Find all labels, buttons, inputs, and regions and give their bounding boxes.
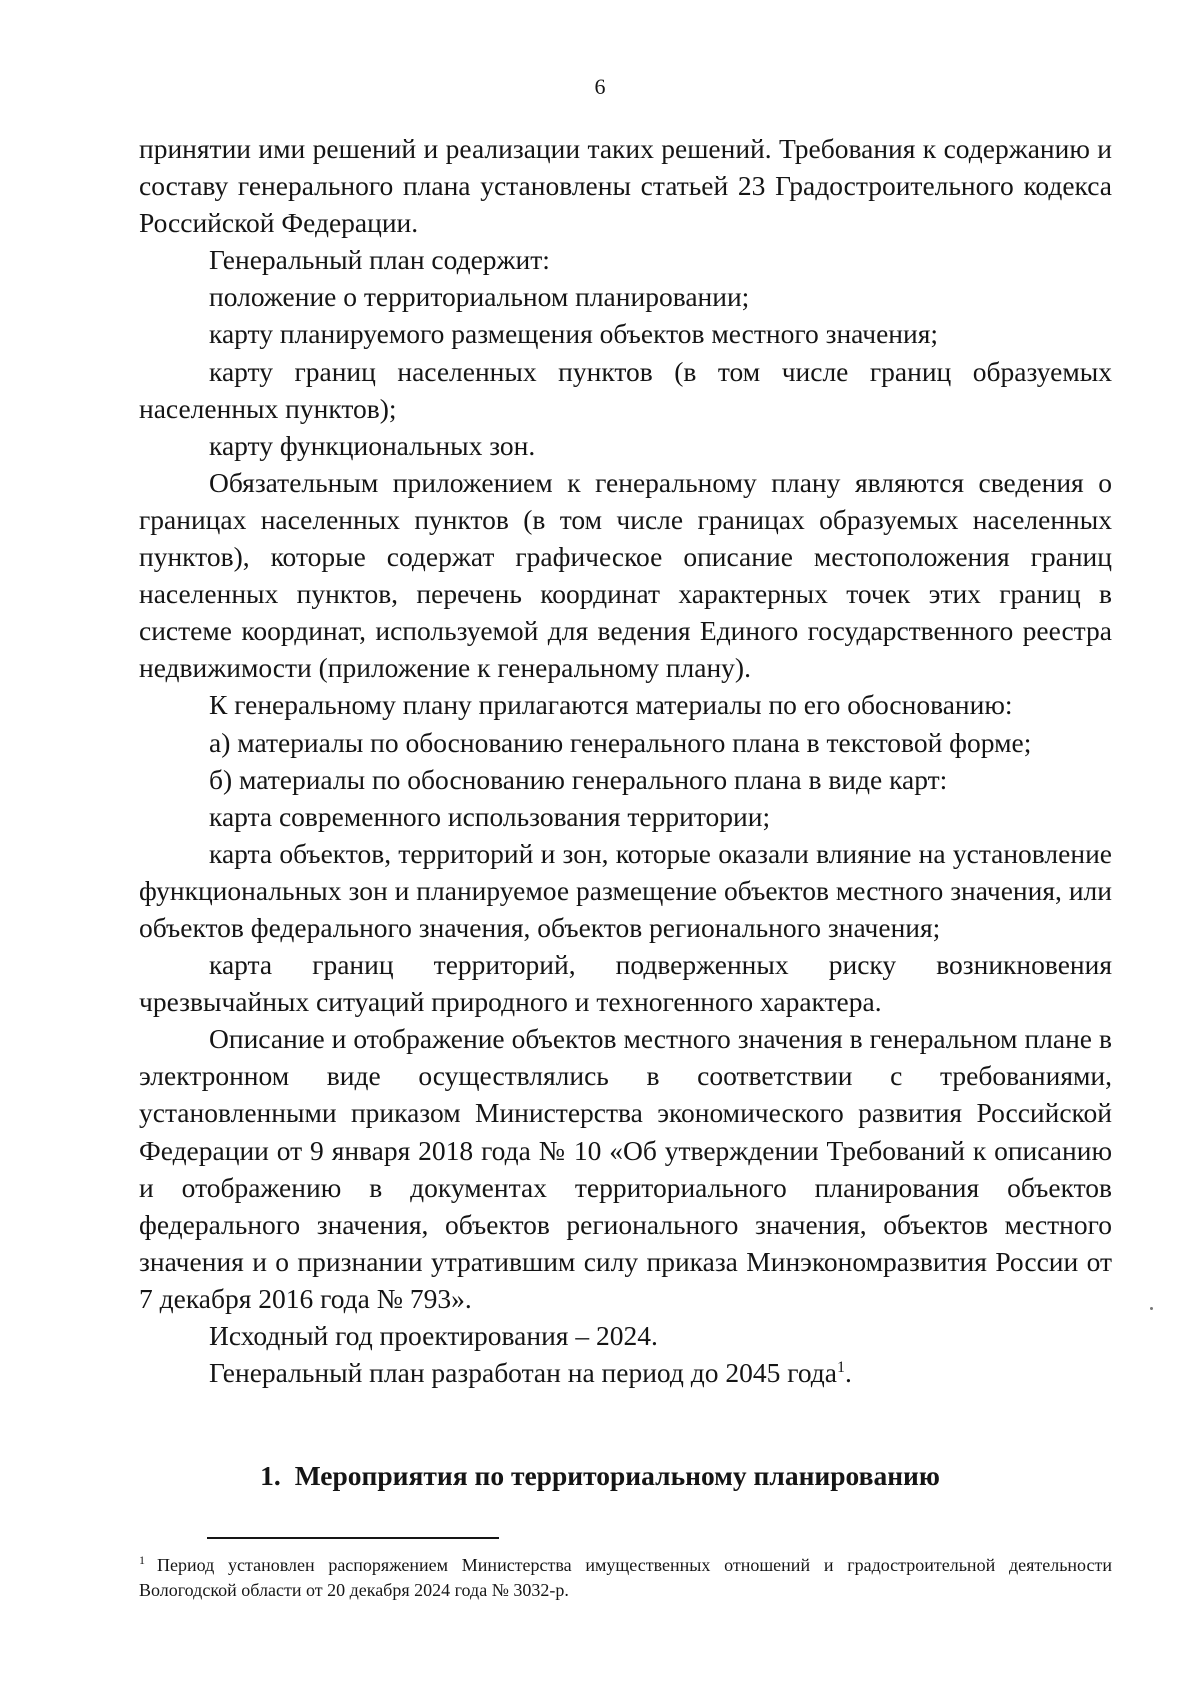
scan-artifact-dot [1150,1307,1153,1310]
paragraph: Описание и отображение объектов местного значения в генеральном плане в электронном виде осуществлялись в соответствии с требованиями, установленными приказом Министерства экономического развития Российской Федерации от 9 января 2018 года № 10 «Об утверждении Требований к описанию и отображению в документах территориального планирования объектов федерального значения, объектов регионального значения, объектов местного значения и о признании утратившим силу приказа Минэкономразвития России от 7 декабря 2016 года № 793». [139,1023,1112,1314]
paragraph-text: Генеральный план разработан на период до 2045 года [209,1357,837,1389]
paragraph: карту функциональных зон. [209,429,536,461]
paragraph: Исходный год проектирования – 2024. [209,1320,658,1351]
paragraph: принятии ими решений и реализации таких решений. Требования к содержанию и составу генерального плана установлены статьей 23 Градостроительного кодекса Российской Федерации. [139,133,1112,239]
section-heading [0,1460,1200,1492]
footnote-marker: 1 [139,1553,145,1567]
footnote-separator [207,1537,499,1539]
footnote-text: Период установлен распоряжением Министерства имущественных отношений и градостроительной деятельности Вологодской области от 20 декабря 2024 года № 3032-р. [139,1555,1112,1600]
page-number: 6 [594,74,606,99]
paragraph-with-footnote-ref [139,1354,1112,1391]
body-text [139,130,1112,1391]
paragraph: Генеральный план содержит: [209,244,550,276]
section-title: Мероприятия по территориальному планированию [294,1460,940,1491]
paragraph: К генеральному плану прилагаются материалы по его обоснованию: [209,689,1013,721]
paragraph: карту границ населенных пунктов (в том числе границ образуемых населенных пунктов); [139,355,1112,424]
footnote [139,1553,1112,1603]
paragraph: карта объектов, территорий и зон, которые оказали влияние на установление функциональных зон и планируемое размещение объектов местного значения, или объектов федерального значения, объектов регионального значения; [139,837,1112,943]
paragraph: карта современного использования территории; [209,800,771,832]
paragraph: Обязательным приложением к генеральному плану являются сведения о границах населенных пунктов (в том числе границах образуемых населенных пунктов), которые содержат графическое описание местоположения границ населенных пунктов, перечень координат характерных точек этих границ в системе координат, используемой для ведения Единого государственного реестра недвижимости (приложение к генеральному плану). [139,466,1112,684]
paragraph: а) материалы по обоснованию генерального плана в текстовой форме; [209,726,1032,758]
paragraph-end: . [844,1357,852,1389]
paragraph: б) материалы по обоснованию генерального плана в виде карт: [209,763,948,795]
footnote-reference[interactable]: 1 [836,1358,845,1376]
paragraph: карта границ территорий, подверженных риску возникновения чрезвычайных ситуаций природного и техногенного характера. [139,949,1112,1018]
paragraph: положение о территориальном планировании; [209,281,750,313]
section-number: 1. [260,1460,281,1491]
paragraph: карту планируемого размещения объектов местного значения; [209,318,939,350]
